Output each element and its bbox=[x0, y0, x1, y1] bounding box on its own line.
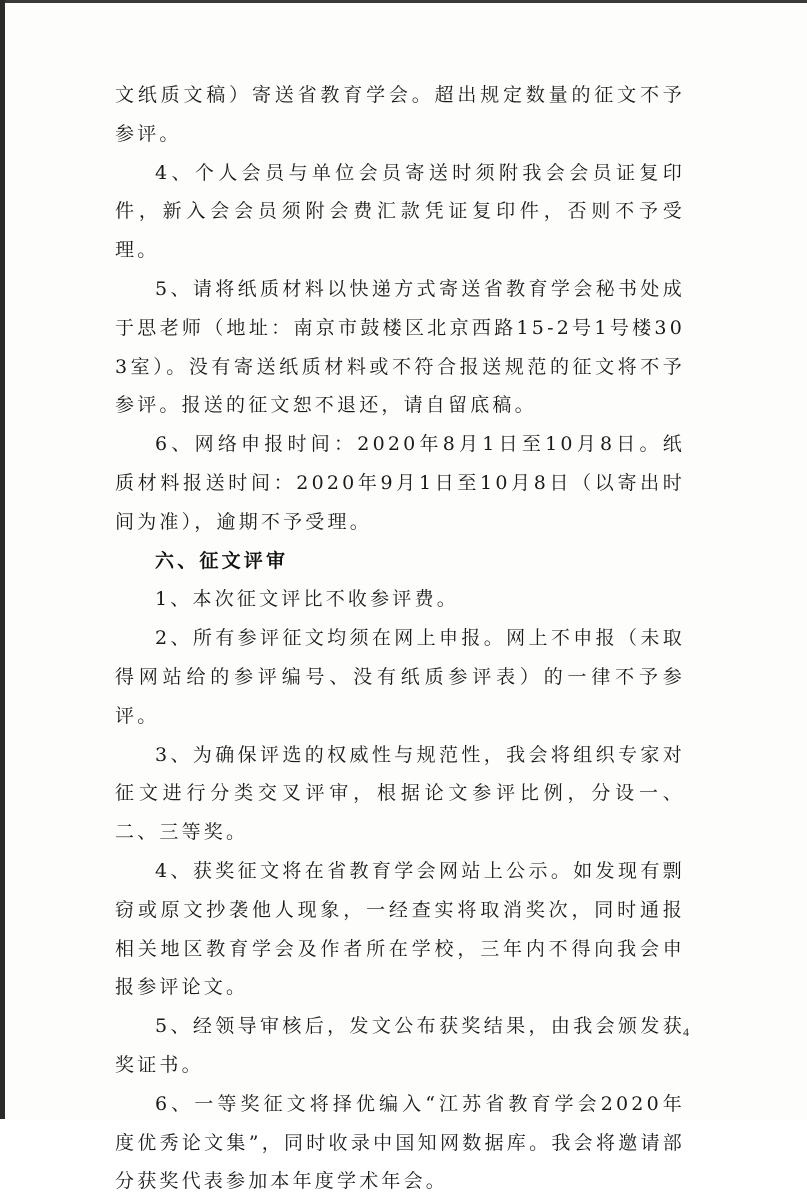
paragraph-continuation: 文纸质文稿）寄送省教育学会。超出规定数量的征文不予参评。 bbox=[115, 84, 685, 145]
paragraph-item-4: 4、个人会员与单位会员寄送时须附我会会员证复印件，新入会会员须附会费汇款凭证复印件，否则不予受理。 bbox=[115, 161, 685, 262]
scan-edge-left bbox=[0, 0, 5, 1119]
review-item-3: 3、为确保评选的权威性与规范性，我会将组织专家对征文进行分类交叉评审，根据论文参评比例，分设一、二、三等奖。 bbox=[115, 743, 685, 844]
paragraph-item-5: 5、请将纸质材料以快递方式寄送省教育学会秘书处成于思老师（地址：南京市鼓楼区北京西路15-2号1号楼303室）。没有寄送纸质材料或不符合报送规范的征文将不予参评。报送的征文恕不退还，请自留底稿。 bbox=[115, 277, 685, 417]
review-item-4: 4、获奖征文将在省教育学会网站上公示。如发现有剽窃或原文抄袭他人现象，一经查实将取消奖次，同时通报相关地区教育学会及作者所在学校，三年内不得向我会申报参评论文。 bbox=[115, 859, 685, 999]
section-heading-review: 六、征文评审 bbox=[155, 549, 289, 572]
document-body bbox=[115, 76, 685, 1201]
review-item-2: 2、所有参评征文均须在网上申报。网上不申报（未取得网站给的参评编号、没有纸质参评表）的一律不予参评。 bbox=[115, 627, 685, 727]
review-item-6: 6、一等奖征文将择优编入“江苏省教育学会2020年度优秀论文集”，同时收录中国知网数据库。我会将邀请部分获奖代表参加本年度学术年会。 bbox=[115, 1092, 685, 1193]
review-item-5: 5、经领导审核后，发文公布获奖结果，由我会颁发获奖证书。 bbox=[115, 1015, 685, 1076]
paragraph-item-6: 6、网络申报时间：2020年8月1日至10月8日。纸质材料报送时间：2020年9月1日至10月8日（以寄出时间为准），逾期不予受理。 bbox=[115, 433, 685, 533]
scan-edge-top bbox=[0, 0, 807, 3]
page-number: 4 bbox=[683, 1025, 689, 1039]
review-item-1: 1、本次征文评比不收参评费。 bbox=[155, 588, 459, 611]
